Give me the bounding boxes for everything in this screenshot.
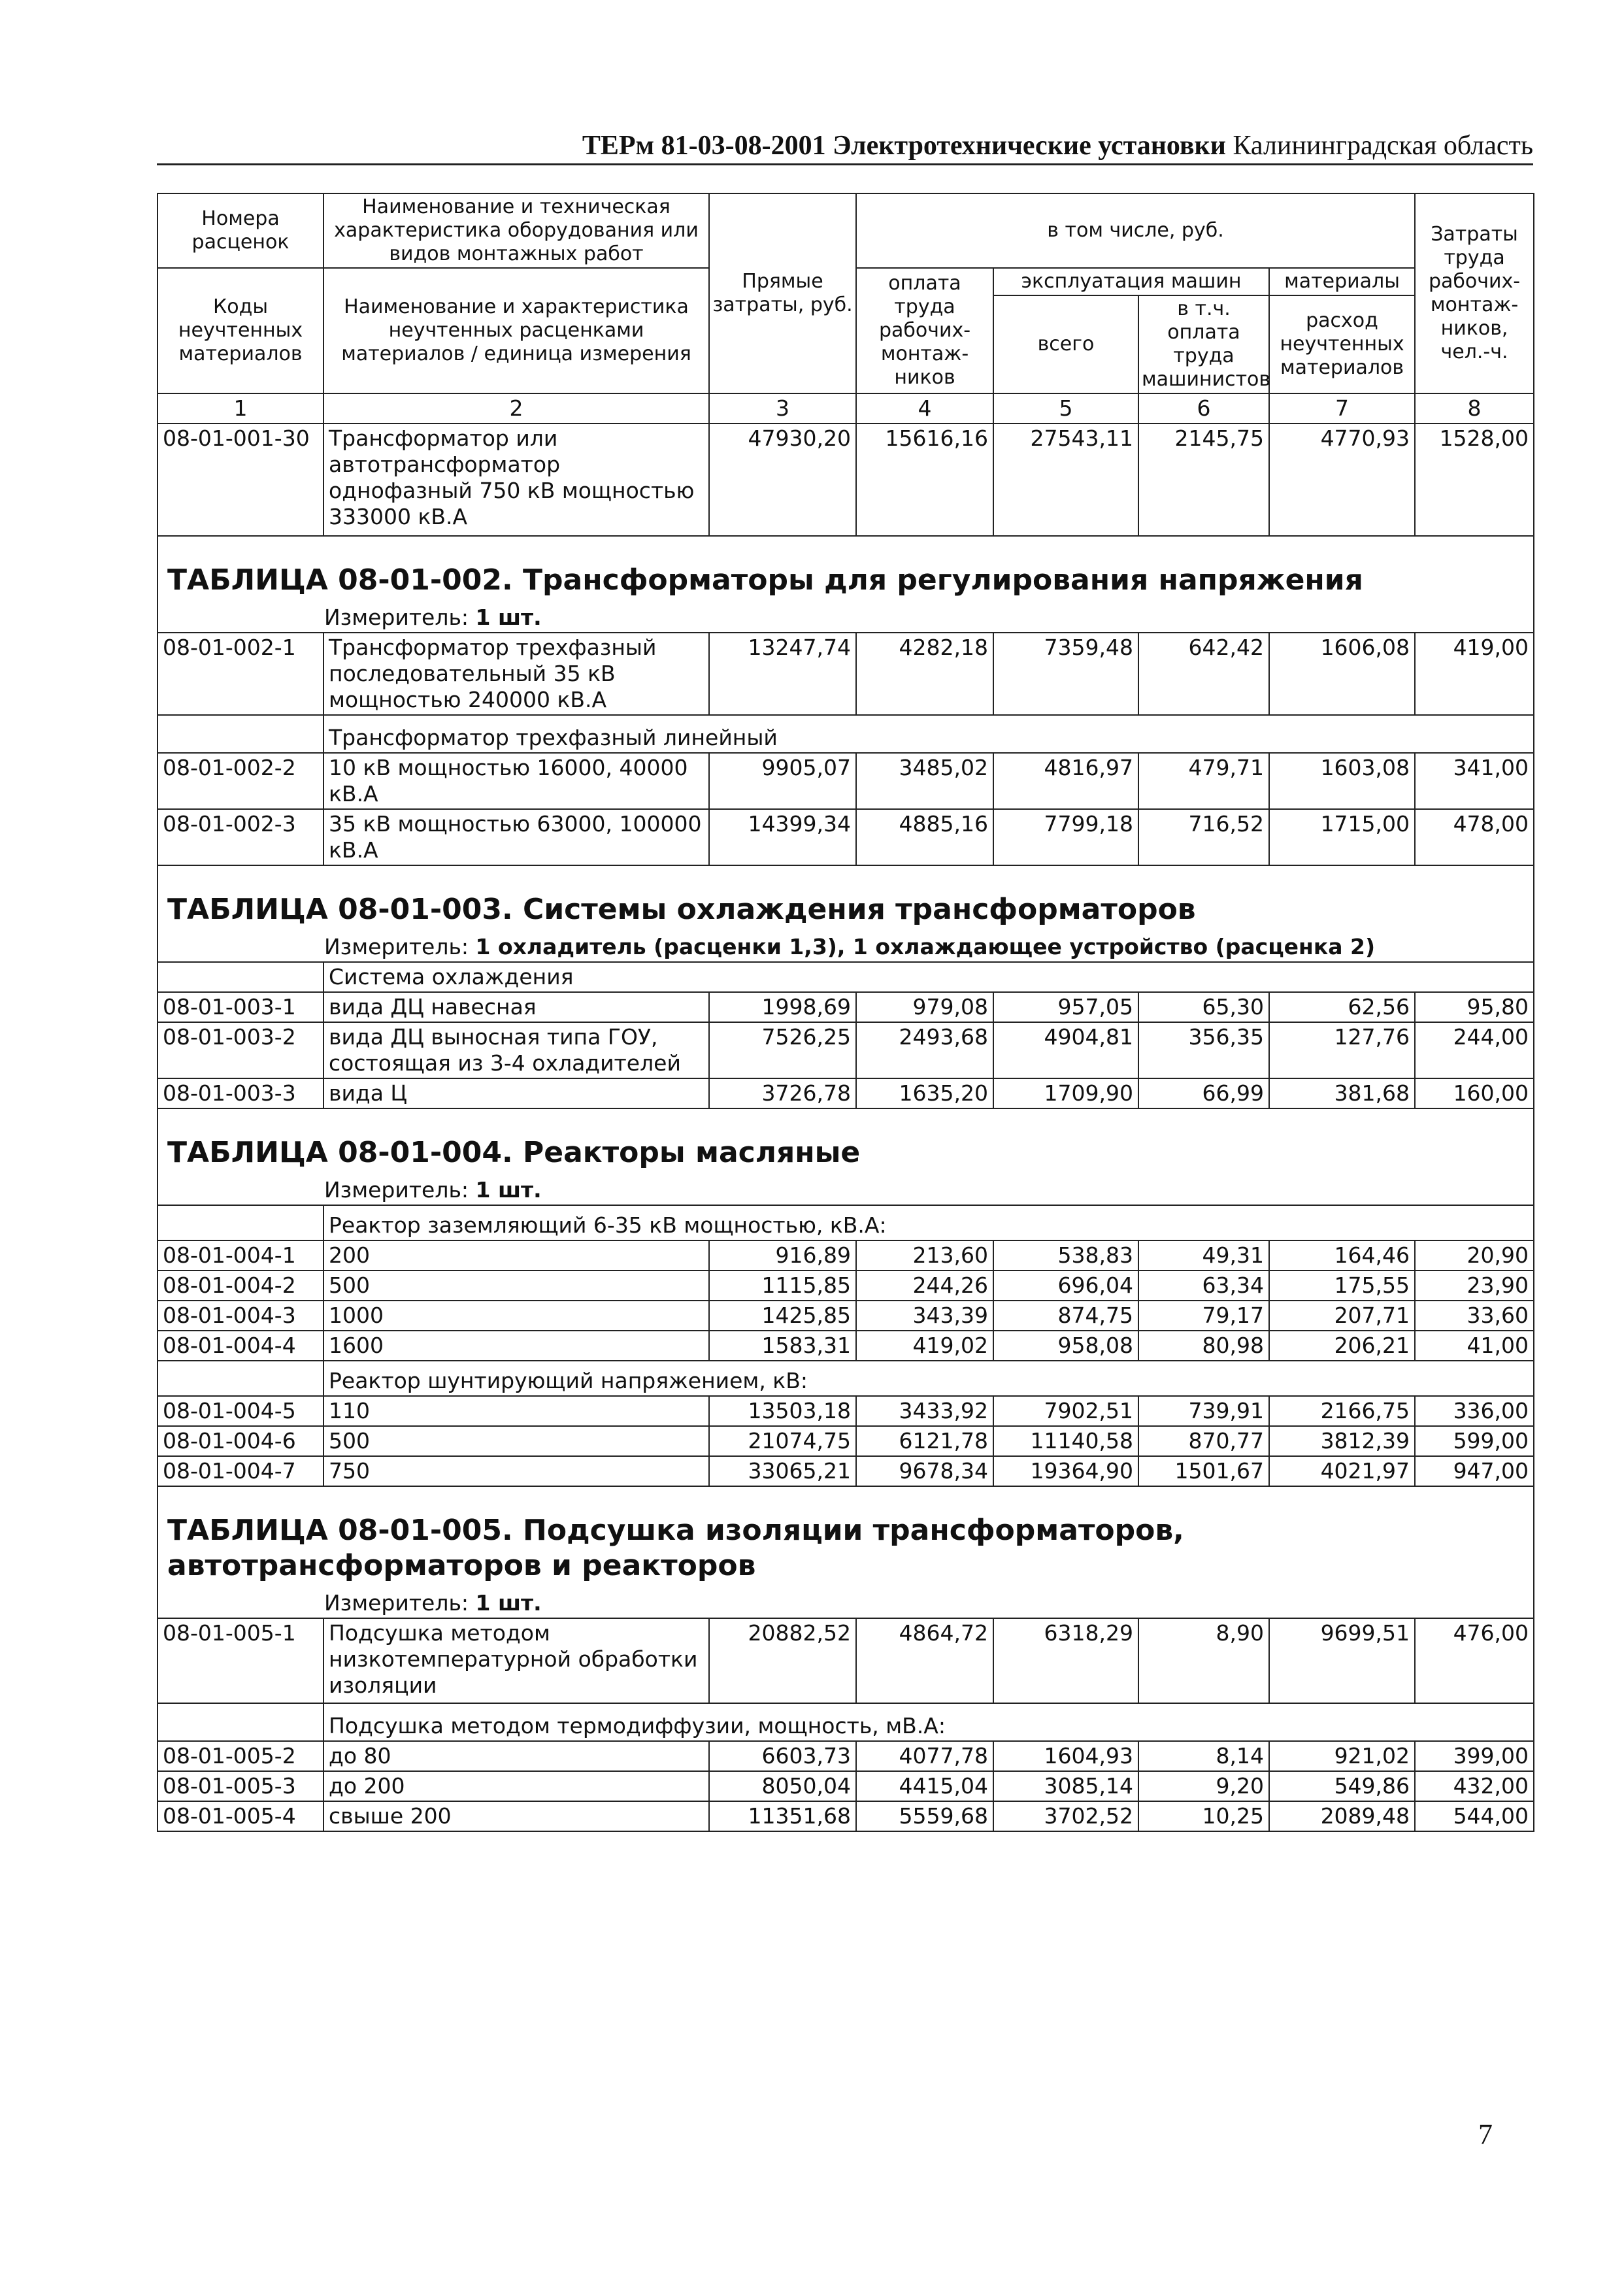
row-value: 175,55 (1269, 1271, 1415, 1301)
row-value: 80,98 (1138, 1331, 1269, 1361)
table-row (157, 1078, 1534, 1108)
measure-unit: 1 охладитель (расценки 1,3), 1 охлаждающее устройство (расценка 2) (475, 934, 1376, 959)
col-header-material-consumption: расход неучтенных материалов (1269, 295, 1415, 393)
row-value: 95,80 (1415, 992, 1534, 1022)
table-row (157, 992, 1534, 1022)
header-title: ТЕРм 81-03-08-2001 Электротехнические установки (582, 131, 1226, 161)
row-value: 7902,51 (993, 1396, 1138, 1426)
header-region: Калининградская область (1225, 131, 1533, 161)
measure-unit: 1 шт. (475, 605, 542, 630)
row-code: 08-01-003-2 (157, 1022, 323, 1078)
row-value: 599,00 (1415, 1426, 1534, 1456)
row-name: вида Ц (323, 1078, 709, 1108)
subgroup-label: Трансформатор трехфазный линейный (323, 715, 1534, 753)
row-code: 08-01-001-30 (157, 424, 323, 536)
row-value: 3812,39 (1269, 1426, 1415, 1456)
row-value: 3702,52 (993, 1801, 1138, 1831)
row-value: 957,05 (993, 992, 1138, 1022)
table-row (157, 1271, 1534, 1301)
row-value: 3726,78 (709, 1078, 856, 1108)
row-code: 08-01-002-1 (157, 633, 323, 715)
row-value: 476,00 (1415, 1618, 1534, 1703)
row-value: 343,39 (856, 1301, 993, 1331)
row-name: свыше 200 (323, 1801, 709, 1831)
row-value: 8,90 (1138, 1618, 1269, 1703)
row-name: 200 (323, 1240, 709, 1271)
section-title: ТАБЛИЦА 08-01-003. Системы охлаждения трансформаторов (157, 865, 1534, 933)
row-code: 08-01-005-1 (157, 1618, 323, 1703)
section-title: ТАБЛИЦА 08-01-002. Трансформаторы для регулирования напряжения (157, 536, 1534, 603)
price-table (157, 193, 1534, 1832)
row-value: 716,52 (1138, 809, 1269, 865)
document-header (157, 129, 1533, 165)
row-value: 870,77 (1138, 1426, 1269, 1456)
section-title: ТАБЛИЦА 08-01-004. Реакторы масляные (157, 1108, 1534, 1176)
table-row (157, 1022, 1534, 1078)
row-code: 08-01-005-2 (157, 1741, 323, 1771)
row-value: 14399,34 (709, 809, 856, 865)
table-row (157, 809, 1534, 865)
row-name: 35 кВ мощностью 63000, 100000 кВ.А (323, 809, 709, 865)
row-value: 207,71 (1269, 1301, 1415, 1331)
column-numbers-row (157, 393, 1534, 424)
row-value: 4885,16 (856, 809, 993, 865)
row-value: 1715,00 (1269, 809, 1415, 865)
table-row (157, 1618, 1534, 1703)
row-value: 1709,90 (993, 1078, 1138, 1108)
row-value: 7526,25 (709, 1022, 856, 1078)
row-value: 1604,93 (993, 1741, 1138, 1771)
row-value: 921,02 (1269, 1741, 1415, 1771)
table-row (157, 1456, 1534, 1486)
row-value: 4904,81 (993, 1022, 1138, 1078)
row-code: 08-01-004-3 (157, 1301, 323, 1331)
col-number: 7 (1269, 393, 1415, 424)
col-header-name: Наименование и техническая характеристика оборудования или видов монтажных работ (323, 193, 709, 268)
measure-line: Измеритель: 1 шт. (157, 1589, 1534, 1618)
row-name: вида ДЦ выносная типа ГОУ, состоящая из 3-4 охладителей (323, 1022, 709, 1078)
row-value: 2493,68 (856, 1022, 993, 1078)
row-value: 916,89 (709, 1240, 856, 1271)
row-name: 110 (323, 1396, 709, 1426)
row-value: 1603,08 (1269, 753, 1415, 809)
row-code: 08-01-003-3 (157, 1078, 323, 1108)
row-value: 958,08 (993, 1331, 1138, 1361)
col-header-direct-costs: Прямые затраты, руб. (709, 193, 856, 393)
row-value: 4864,72 (856, 1618, 993, 1703)
col-number: 6 (1138, 393, 1269, 424)
row-value: 62,56 (1269, 992, 1415, 1022)
row-code: 08-01-004-7 (157, 1456, 323, 1486)
row-value: 1115,85 (709, 1271, 856, 1301)
row-value: 1606,08 (1269, 633, 1415, 715)
col-number: 3 (709, 393, 856, 424)
row-value: 20,90 (1415, 1240, 1534, 1271)
row-code: 08-01-002-3 (157, 809, 323, 865)
page-number: 7 (1478, 2118, 1493, 2150)
row-value: 27543,11 (993, 424, 1138, 536)
row-value: 79,17 (1138, 1301, 1269, 1331)
col-number: 4 (856, 393, 993, 424)
row-value: 1635,20 (856, 1078, 993, 1108)
table-row (157, 633, 1534, 715)
measure-line: Измеритель: 1 шт. (157, 603, 1534, 633)
row-value: 419,02 (856, 1331, 993, 1361)
row-value: 8,14 (1138, 1741, 1269, 1771)
row-value: 63,34 (1138, 1271, 1269, 1301)
col-header-material-codes: Коды неучтенных материалов (157, 268, 323, 393)
row-code: 08-01-004-2 (157, 1271, 323, 1301)
row-value: 7799,18 (993, 809, 1138, 865)
row-value: 544,00 (1415, 1801, 1534, 1831)
row-value: 3085,14 (993, 1771, 1138, 1801)
subgroup-label: Подсушка методом термодиффузии, мощность, мВ.А: (323, 1703, 1534, 1741)
row-value: 4021,97 (1269, 1456, 1415, 1486)
row-code: 08-01-004-1 (157, 1240, 323, 1271)
row-code: 08-01-005-3 (157, 1771, 323, 1801)
row-value: 2166,75 (1269, 1396, 1415, 1426)
row-value: 2089,48 (1269, 1801, 1415, 1831)
table-row (157, 1741, 1534, 1771)
col-number: 5 (993, 393, 1138, 424)
row-value: 33,60 (1415, 1301, 1534, 1331)
row-value: 47930,20 (709, 424, 856, 536)
row-value: 15616,16 (856, 424, 993, 536)
table-row (157, 1396, 1534, 1426)
row-value: 13247,74 (709, 633, 856, 715)
row-value: 356,35 (1138, 1022, 1269, 1078)
col-header-machinist-wages: в т.ч. оплата труда машинистов (1138, 295, 1269, 393)
subgroup-label: Система охлаждения (323, 962, 1534, 992)
row-name: 1000 (323, 1301, 709, 1331)
row-name: 10 кВ мощностью 16000, 40000 кВ.А (323, 753, 709, 809)
measure-unit: 1 шт. (475, 1177, 542, 1203)
col-header-codes: Номера расценок (157, 193, 323, 268)
row-name: вида ДЦ навесная (323, 992, 709, 1022)
row-value: 1501,67 (1138, 1456, 1269, 1486)
row-code: 08-01-004-5 (157, 1396, 323, 1426)
row-value: 11140,58 (993, 1426, 1138, 1456)
row-value: 6603,73 (709, 1741, 856, 1771)
row-value: 23,90 (1415, 1271, 1534, 1301)
row-value: 696,04 (993, 1271, 1138, 1301)
col-header-material-name: Наименование и характеристика неучтенных расценками материалов / единица измерения (323, 268, 709, 393)
row-value: 4415,04 (856, 1771, 993, 1801)
row-value: 4077,78 (856, 1741, 993, 1771)
row-value: 6121,78 (856, 1426, 993, 1456)
row-value: 4282,18 (856, 633, 993, 715)
row-value: 6318,29 (993, 1618, 1138, 1703)
row-value: 11351,68 (709, 1801, 856, 1831)
table-row (157, 753, 1534, 809)
row-value: 160,00 (1415, 1078, 1534, 1108)
row-value: 7359,48 (993, 633, 1138, 715)
col-header-including: в том числе, руб. (856, 193, 1415, 268)
row-name: до 200 (323, 1771, 709, 1801)
subgroup-label: Реактор шунтирующий напряжением, кВ: (323, 1361, 1534, 1396)
row-value: 478,00 (1415, 809, 1534, 865)
col-number: 8 (1415, 393, 1534, 424)
row-value: 8050,04 (709, 1771, 856, 1801)
row-value: 642,42 (1138, 633, 1269, 715)
table-row (157, 1771, 1534, 1801)
row-value: 979,08 (856, 992, 993, 1022)
measure-line: Измеритель: 1 шт. (157, 1176, 1534, 1205)
row-value: 341,00 (1415, 753, 1534, 809)
row-value: 9678,34 (856, 1456, 993, 1486)
table-row (157, 1331, 1534, 1361)
row-value: 206,21 (1269, 1331, 1415, 1361)
row-name: 500 (323, 1271, 709, 1301)
row-value: 19364,90 (993, 1456, 1138, 1486)
row-value: 381,68 (1269, 1078, 1415, 1108)
row-value: 9699,51 (1269, 1618, 1415, 1703)
row-value: 419,00 (1415, 633, 1534, 715)
row-value: 21074,75 (709, 1426, 856, 1456)
row-value: 4816,97 (993, 753, 1138, 809)
table-row (157, 424, 1534, 536)
row-name: Подсушка методом низкотемпературной обработки изоляции (323, 1618, 709, 1703)
col-number: 2 (323, 393, 709, 424)
col-header-materials: материалы (1269, 268, 1415, 295)
subgroup-label: Реактор заземляющий 6-35 кВ мощностью, кВ.А: (323, 1205, 1534, 1240)
col-header-wages: оплата труда рабочих-монтаж-ников (856, 268, 993, 393)
row-code: 08-01-004-4 (157, 1331, 323, 1361)
row-value: 20882,52 (709, 1618, 856, 1703)
table-row (157, 1426, 1534, 1456)
row-value: 4770,93 (1269, 424, 1415, 536)
row-value: 479,71 (1138, 753, 1269, 809)
row-value: 41,00 (1415, 1331, 1534, 1361)
table-row (157, 1240, 1534, 1271)
row-value: 164,46 (1269, 1240, 1415, 1271)
table-row (157, 1301, 1534, 1331)
row-value: 244,26 (856, 1271, 993, 1301)
row-code: 08-01-003-1 (157, 992, 323, 1022)
row-value: 1583,31 (709, 1331, 856, 1361)
row-value: 874,75 (993, 1301, 1138, 1331)
row-value: 9905,07 (709, 753, 856, 809)
row-code: 08-01-002-2 (157, 753, 323, 809)
row-value: 3433,92 (856, 1396, 993, 1426)
row-value: 1998,69 (709, 992, 856, 1022)
row-name: 500 (323, 1426, 709, 1456)
row-value: 432,00 (1415, 1771, 1534, 1801)
row-code: 08-01-004-6 (157, 1426, 323, 1456)
row-value: 1425,85 (709, 1301, 856, 1331)
row-name: до 80 (323, 1741, 709, 1771)
row-value: 5559,68 (856, 1801, 993, 1831)
measure-unit: 1 шт. (475, 1590, 542, 1616)
table-row (157, 1801, 1534, 1831)
row-value: 13503,18 (709, 1396, 856, 1426)
section-title: ТАБЛИЦА 08-01-005. Подсушка изоляции трансформаторов, автотрансформаторов и реакторов (157, 1486, 1534, 1589)
col-number: 1 (157, 393, 323, 424)
row-name: 1600 (323, 1331, 709, 1361)
row-value: 538,83 (993, 1240, 1138, 1271)
row-value: 213,60 (856, 1240, 993, 1271)
row-value: 3485,02 (856, 753, 993, 809)
row-value: 127,76 (1269, 1022, 1415, 1078)
row-value: 336,00 (1415, 1396, 1534, 1426)
col-header-machines: эксплуатация машин (993, 268, 1269, 295)
row-value: 549,86 (1269, 1771, 1415, 1801)
measure-line: Измеритель: 1 охладитель (расценки 1,3), 1 охлаждающее устройство (расценка 2) (157, 933, 1534, 962)
row-value: 2145,75 (1138, 424, 1269, 536)
row-value: 739,91 (1138, 1396, 1269, 1426)
row-value: 947,00 (1415, 1456, 1534, 1486)
row-value: 65,30 (1138, 992, 1269, 1022)
row-value: 1528,00 (1415, 424, 1534, 536)
row-name: 750 (323, 1456, 709, 1486)
row-code: 08-01-005-4 (157, 1801, 323, 1831)
row-name: Трансформатор или автотрансформатор однофазный 750 кВ мощностью 333000 кВ.А (323, 424, 709, 536)
col-header-labor-hours: Затраты труда рабочих-монтаж-ников, чел.-ч. (1415, 193, 1534, 393)
row-value: 9,20 (1138, 1771, 1269, 1801)
row-value: 244,00 (1415, 1022, 1534, 1078)
row-value: 10,25 (1138, 1801, 1269, 1831)
row-name: Трансформатор трехфазный последовательный 35 кВ мощностью 240000 кВ.А (323, 633, 709, 715)
row-value: 33065,21 (709, 1456, 856, 1486)
row-value: 399,00 (1415, 1741, 1534, 1771)
row-value: 49,31 (1138, 1240, 1269, 1271)
col-header-machines-total: всего (993, 295, 1138, 393)
row-value: 66,99 (1138, 1078, 1269, 1108)
